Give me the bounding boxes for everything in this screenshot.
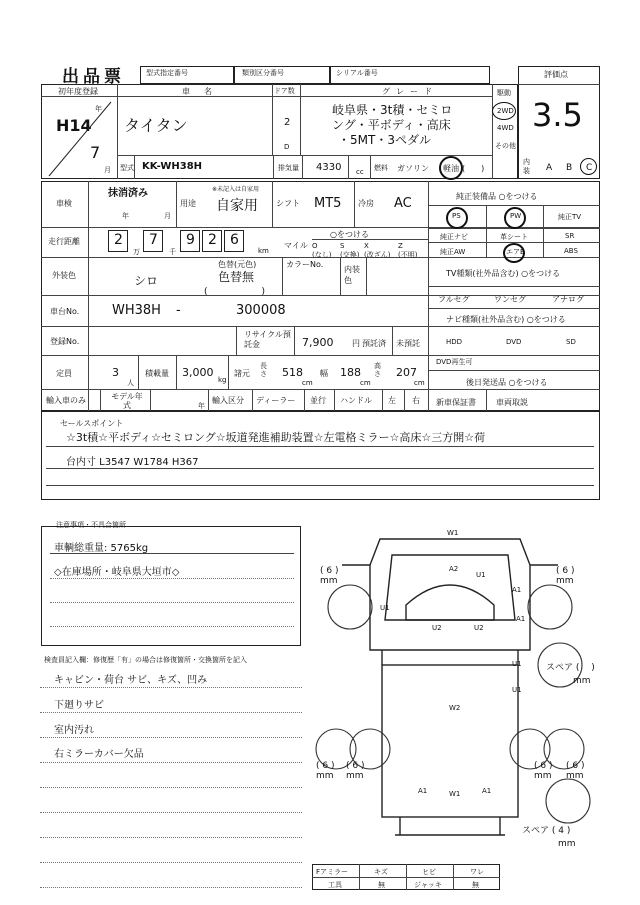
shift-value: MT5 xyxy=(314,196,342,211)
damage-mark-w1-top: W1 xyxy=(447,529,459,537)
usage-label: 用途 xyxy=(180,199,196,208)
after-title: 後日発送品 ○をつける xyxy=(466,378,548,387)
footer-value-3: ジャッキ xyxy=(414,881,442,889)
recycle-label: リサイクル預託金 xyxy=(244,330,291,349)
type-number-label: 型式指定番号 xyxy=(146,69,188,77)
import-dealer: ディーラー xyxy=(256,396,296,405)
registration-number-label: 登録No. xyxy=(50,337,80,346)
grade-line-3: ・5MT・3ペダル xyxy=(338,133,431,147)
registration-month: 7 xyxy=(90,143,101,162)
damage-mark-a2: A2 xyxy=(449,565,459,573)
navi-title: ナビ種類(社外品含む) ○をつける xyxy=(446,315,566,324)
mileage-label: 走行距離 xyxy=(48,237,80,246)
spare-label-upper: スペア ( ) mm xyxy=(546,663,595,686)
notes-weight: 車輌総重量: 5765kg xyxy=(54,543,149,554)
drive-2wd: 2WD xyxy=(497,107,514,115)
score-value: 3.5 xyxy=(532,96,583,134)
equipment-title: 純正装備品 ○をつける xyxy=(456,192,538,201)
damage-mark-u1-left: U1 xyxy=(380,604,390,612)
frame-dash: - xyxy=(176,303,181,318)
exterior-color-label: 外装色 xyxy=(52,271,76,280)
interior-grade-b: B xyxy=(566,163,573,173)
import-category-label: 輸入区分 xyxy=(212,396,244,405)
meter-title: ○をつける xyxy=(330,230,369,239)
frame-number: 300008 xyxy=(236,303,286,318)
tire-depth-rear-left-outer: ( 6 ) mm xyxy=(316,761,335,781)
damage-mark-w1-rear: W1 xyxy=(449,790,461,798)
model-value: KK-WH38H xyxy=(142,161,203,172)
damage-mark-u1-cab: U1 xyxy=(476,571,486,579)
registration-era: H14 xyxy=(56,116,92,135)
handle-right: 右 xyxy=(412,396,420,405)
height-unit: cm xyxy=(414,379,425,387)
notes-title: 注意事項・不具合箇所 xyxy=(56,521,126,529)
grade-label: グレード xyxy=(382,87,438,96)
mileage-digit-4-text: 2 xyxy=(208,232,217,248)
recolor-value: 色替無 xyxy=(218,270,255,284)
miles-label: マイル xyxy=(284,241,308,250)
notes-location: ◇在庫場所・岐阜県大垣市◇ xyxy=(54,567,180,578)
doors-value: 2 xyxy=(284,117,291,128)
tire-depth-rear-right-inner: ( 6 ) mm xyxy=(534,761,553,781)
capacity-value: 3 xyxy=(112,366,119,379)
model-year-unit: 年 xyxy=(198,402,205,410)
frame-prefix: WH38H xyxy=(112,303,161,318)
interior-grade-c: C xyxy=(586,163,593,173)
category-number-label: 類別区分番号 xyxy=(242,69,284,77)
first-registration-label: 初年度登録 xyxy=(58,87,98,96)
serial-number-label: シリアル番号 xyxy=(336,69,378,77)
width-value: 188 xyxy=(340,366,361,379)
page-title: 出品票 xyxy=(62,67,125,87)
frame-label: 車台No. xyxy=(50,307,80,316)
inspection-label: 車検 xyxy=(56,199,72,208)
meter-opt-tampered: X (改ざん) xyxy=(364,242,391,259)
usage-value: 自家用 xyxy=(216,198,258,214)
interior-grade-circle xyxy=(580,158,597,175)
exterior-color: シロ xyxy=(134,274,159,288)
unit-man: 万 xyxy=(133,248,140,256)
fuel-label: 燃料 xyxy=(374,164,388,172)
footer-value-1: 工具 xyxy=(328,881,342,889)
width-unit: cm xyxy=(360,379,371,387)
model-year-label: モデル年式 xyxy=(111,392,143,410)
damage-mark-u1-bed-1: U1 xyxy=(512,660,522,668)
handle-label: ハンドル xyxy=(340,396,372,405)
length-value: 518 xyxy=(282,366,303,379)
footer-value-2: 無 xyxy=(378,881,385,889)
equip-tv: 純正TV xyxy=(558,213,582,221)
year-unit: 年 xyxy=(95,105,102,113)
ac-value: AC xyxy=(394,196,412,211)
length-label: 長さ xyxy=(260,362,267,378)
mileage-digit-3-text: 9 xyxy=(186,232,195,248)
handle-left: 左 xyxy=(388,396,396,405)
grade-line-1: 岐阜県・3t積・セミロ xyxy=(332,103,453,117)
import-parallel: 並行 xyxy=(310,396,326,405)
mileage-digit-2-text: 7 xyxy=(149,232,158,248)
tv-analog: アナログ xyxy=(552,295,584,304)
equip-ps-circle xyxy=(446,207,468,229)
damage-mark-u2-right: U2 xyxy=(474,624,484,632)
equip-aw: 純正AW xyxy=(440,248,466,256)
after-warranty: 新車保証書 xyxy=(436,398,476,407)
equip-abs: ABS xyxy=(564,247,578,255)
interior-color-label: 内装色 xyxy=(344,265,360,285)
grade-line-2: ング・平ボディ・高床 xyxy=(332,118,451,132)
length-unit: cm xyxy=(302,379,313,387)
doors-label: ドア数 xyxy=(274,87,295,95)
navi-hdd: HDD xyxy=(446,338,463,346)
height-label: 高さ xyxy=(374,362,381,378)
inspector-item-1: キャビン・荷台 サビ、キズ、凹み xyxy=(54,675,208,686)
dvd-playback: DVD再生可 xyxy=(436,358,473,366)
mileage-digit-5-text: 6 xyxy=(230,232,239,248)
damage-mark-a1-right: A1 xyxy=(512,586,522,594)
tire-depth-rear-right-outer: ( 6 ) mm xyxy=(566,761,585,781)
damage-mark-a1-side: A1 xyxy=(516,615,526,623)
meter-opt-replaced: S (交換) xyxy=(340,242,360,259)
recycle-amount: 7,900 xyxy=(302,336,334,349)
door-unit: D xyxy=(284,143,290,151)
tv-oneseg: ワンセグ xyxy=(494,295,526,304)
fuel-other: ( ) xyxy=(462,164,485,173)
equip-airbag: エアB xyxy=(506,248,525,256)
inspection-value: 抹消済み xyxy=(108,188,148,199)
footer-header-1: Fアミラー xyxy=(316,868,349,876)
model-label: 型式 xyxy=(120,164,134,172)
recycle-paid: 預託済 xyxy=(362,339,386,348)
capacity-label: 定員 xyxy=(56,369,72,378)
usage-note: ※未記入は自家用 xyxy=(212,186,260,193)
recolor-paren: ( ) xyxy=(204,287,266,297)
cc-unit: cc xyxy=(356,168,364,176)
interior-grade-label: 内装 xyxy=(523,158,530,175)
unit-km: km xyxy=(258,247,269,255)
drive-2wd-circle xyxy=(492,102,516,120)
tire-depth-front-left: ( 6 ) mm xyxy=(320,566,339,586)
ac-label: 冷房 xyxy=(358,199,374,208)
drive-other: その他 xyxy=(495,142,516,150)
damage-mark-a1-rear-right: A1 xyxy=(482,787,492,795)
inspection-year-unit: 年 xyxy=(122,212,129,220)
meter-opt-unknown: Z (不明) xyxy=(398,242,418,259)
car-name: タイタン xyxy=(124,116,188,135)
dims-label: 諸元 xyxy=(234,369,250,378)
import-label: 輸入車のみ xyxy=(46,396,86,405)
equip-airbag-circle xyxy=(503,243,525,263)
month-unit: 月 xyxy=(104,166,111,174)
footer-header-3: ヒビ xyxy=(422,868,436,876)
displacement-value: 4330 xyxy=(316,162,342,173)
capacity-unit: 人 xyxy=(127,379,134,387)
inspector-item-2: 下廻りサビ xyxy=(54,700,104,711)
recycle-unpaid: 未預託 xyxy=(396,339,420,348)
spare-label-lower: スペア ( 4 ) mm xyxy=(522,826,576,849)
damage-mark-u1-bed-2: U1 xyxy=(512,686,522,694)
inspector-item-4: 右ミラーカバー欠品 xyxy=(54,749,144,760)
equip-ps: PS xyxy=(452,212,461,220)
sales-points-label: セールスポイント xyxy=(60,419,124,428)
recycle-unit: 円 xyxy=(352,339,360,348)
equip-pw-circle xyxy=(504,207,526,229)
score-label: 評価点 xyxy=(544,70,568,79)
inspection-month-unit: 月 xyxy=(164,212,171,220)
tv-fullseg: フルセグ xyxy=(438,295,470,304)
navi-sd: SD xyxy=(566,338,576,346)
after-manual: 車両取説 xyxy=(496,398,528,407)
equip-sr: SR xyxy=(565,232,575,240)
damage-mark-w2: W2 xyxy=(449,704,461,712)
interior-grade-a: A xyxy=(546,163,553,173)
inspector-item-3: 室内汚れ xyxy=(54,725,94,736)
width-label: 幅 xyxy=(320,369,328,378)
tire-depth-front-right: ( 6 ) mm xyxy=(556,566,575,586)
footer-header-4: ワレ xyxy=(470,868,484,876)
tire-depth-rear-left-inner: ( 6 ) mm xyxy=(346,761,365,781)
footer-value-4: 無 xyxy=(472,881,479,889)
color-number-label: カラーNo. xyxy=(286,260,324,269)
equip-leather: 革シート xyxy=(500,233,528,241)
meter-opt-none: O (なし) xyxy=(312,242,332,259)
fuel-gasoline: ガソリン xyxy=(397,164,429,173)
displacement-label: 排気量 xyxy=(278,164,299,172)
damage-mark-u2-left: U2 xyxy=(432,624,442,632)
inspector-title: 検査員記入欄：修復歴「有」の場合は修復箇所・交換箇所を記入 xyxy=(44,656,247,664)
equip-navi: 純正ナビ xyxy=(440,233,468,241)
load-unit: kg xyxy=(218,376,227,384)
equip-pw: PW xyxy=(510,212,522,220)
footer-header-2: キズ xyxy=(374,868,388,876)
sales-points-line-1: ☆3t積☆平ボディ☆セミロング☆坂道発進補助装置☆左電格ミラー☆高床☆三方開☆荷 xyxy=(66,431,486,444)
tv-title: TV種類(社外品含む) ○をつける xyxy=(446,269,561,278)
car-name-label: 車名 xyxy=(182,87,226,96)
damage-mark-a1-rear-left: A1 xyxy=(418,787,428,795)
fuel-diesel: 軽油 xyxy=(443,164,459,173)
drive-4wd: 4WD xyxy=(497,124,514,132)
load-label: 積載量 xyxy=(145,369,169,378)
shift-label: シフト xyxy=(276,199,300,208)
navi-dvd: DVD xyxy=(506,338,522,346)
fuel-diesel-circle xyxy=(439,156,463,180)
mileage-digit-1-text: 2 xyxy=(114,232,123,248)
load-value: 3,000 xyxy=(182,366,214,379)
sales-points-line-2: 台内寸 L3547 W1784 H367 xyxy=(66,457,199,468)
recolor-label: 色替(元色) xyxy=(218,260,257,269)
unit-sen: 千 xyxy=(169,248,176,256)
height-value: 207 xyxy=(396,366,417,379)
drive-label: 駆動 xyxy=(497,89,511,97)
